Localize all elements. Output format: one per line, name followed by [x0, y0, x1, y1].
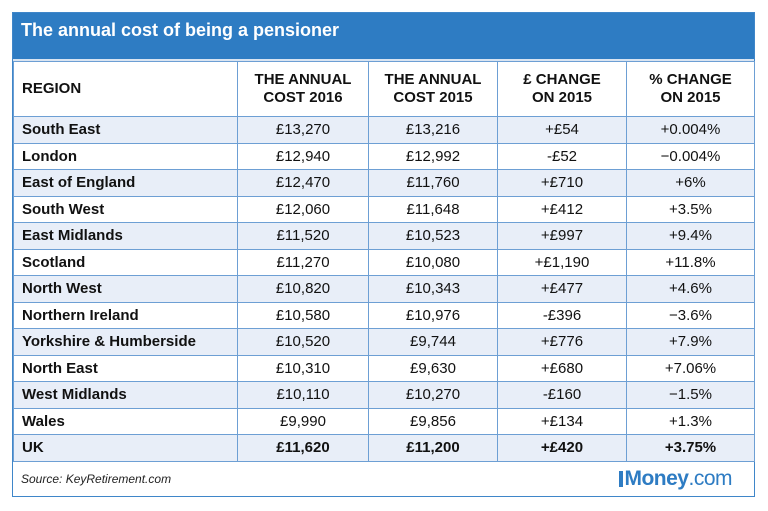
cell-cost2015: £11,200 [369, 435, 498, 462]
cell-change-gbp: +£1,190 [498, 249, 627, 276]
cell-cost2016: £11,270 [238, 249, 369, 276]
cell-region: Northern Ireland [14, 302, 238, 329]
cell-region: South East [14, 117, 238, 144]
cell-region: East Midlands [14, 223, 238, 250]
cell-region: North West [14, 276, 238, 303]
cell-region: UK [14, 435, 238, 462]
cell-cost2016: £10,520 [238, 329, 369, 356]
table-row [14, 302, 755, 329]
cell-cost2016: £13,270 [238, 117, 369, 144]
cell-cost2015: £12,992 [369, 143, 498, 170]
cell-change-gbp: +£134 [498, 408, 627, 435]
cell-region: East of England [14, 170, 238, 197]
cell-region: South West [14, 196, 238, 223]
table-row [14, 276, 755, 303]
pensioner-cost-table [13, 61, 755, 462]
cell-cost2016: £12,940 [238, 143, 369, 170]
header-row [14, 62, 755, 117]
cell-change-pct: +7.9% [627, 329, 755, 356]
cell-region: Yorkshire & Humberside [14, 329, 238, 356]
table-row [14, 170, 755, 197]
cell-change-pct: +0.004% [627, 117, 755, 144]
cell-change-gbp: +£997 [498, 223, 627, 250]
cell-change-pct: +6% [627, 170, 755, 197]
cell-cost2016: £10,820 [238, 276, 369, 303]
cell-cost2016: £9,990 [238, 408, 369, 435]
cell-cost2016: £12,470 [238, 170, 369, 197]
cell-change-pct: −0.004% [627, 143, 755, 170]
table-row [14, 223, 755, 250]
header-cost-2015: THE ANNUAL COST 2015 [369, 62, 498, 117]
cell-change-gbp: -£396 [498, 302, 627, 329]
header-change-pct: % CHANGE ON 2015 [627, 62, 755, 117]
cell-change-gbp: -£52 [498, 143, 627, 170]
cell-change-pct: +3.75% [627, 435, 755, 462]
cell-cost2015: £10,343 [369, 276, 498, 303]
cell-change-gbp: +£680 [498, 355, 627, 382]
cell-cost2015: £10,523 [369, 223, 498, 250]
table-row [14, 408, 755, 435]
cell-change-pct: +1.3% [627, 408, 755, 435]
cell-region: Wales [14, 408, 238, 435]
cell-change-pct: +4.6% [627, 276, 755, 303]
money-com-logo: Money.com [619, 467, 732, 491]
cell-change-gbp: +£54 [498, 117, 627, 144]
cell-change-pct: −3.6% [627, 302, 755, 329]
cell-cost2015: £10,976 [369, 302, 498, 329]
table-row [14, 329, 755, 356]
source-note: Source: KeyRetirement.com [21, 471, 172, 486]
header-region: REGION [14, 62, 238, 117]
cell-change-gbp: +£412 [498, 196, 627, 223]
cell-cost2015: £9,630 [369, 355, 498, 382]
cell-change-pct: −1.5% [627, 382, 755, 409]
table-row [14, 249, 755, 276]
cell-change-gbp: +£477 [498, 276, 627, 303]
cell-cost2016: £12,060 [238, 196, 369, 223]
cell-change-gbp: +£776 [498, 329, 627, 356]
cell-cost2015: £10,270 [369, 382, 498, 409]
table-row [14, 117, 755, 144]
cell-cost2015: £11,760 [369, 170, 498, 197]
cell-cost2016: £11,520 [238, 223, 369, 250]
table-row [14, 435, 755, 462]
cell-change-pct: +9.4% [627, 223, 755, 250]
cell-cost2015: £10,080 [369, 249, 498, 276]
cell-change-gbp: +£710 [498, 170, 627, 197]
cell-change-pct: +11.8% [627, 249, 755, 276]
cell-region: Scotland [14, 249, 238, 276]
cell-change-gbp: -£160 [498, 382, 627, 409]
cell-change-pct: +3.5% [627, 196, 755, 223]
cell-cost2015: £11,648 [369, 196, 498, 223]
table-row [14, 143, 755, 170]
cell-change-gbp: +£420 [498, 435, 627, 462]
logo-mark-icon [619, 471, 623, 487]
cell-cost2015: £13,216 [369, 117, 498, 144]
header-change-gbp: £ CHANGE ON 2015 [498, 62, 627, 117]
cell-cost2015: £9,856 [369, 408, 498, 435]
table-title: The annual cost of being a pensioner [13, 13, 754, 61]
header-cost-2016: THE ANNUAL COST 2016 [238, 62, 369, 117]
cell-region: North East [14, 355, 238, 382]
cell-region: West Midlands [14, 382, 238, 409]
cell-cost2016: £10,580 [238, 302, 369, 329]
table-row [14, 355, 755, 382]
table-card [12, 12, 755, 497]
cell-cost2016: £11,620 [238, 435, 369, 462]
cell-cost2016: £10,310 [238, 355, 369, 382]
cell-cost2015: £9,744 [369, 329, 498, 356]
cell-cost2016: £10,110 [238, 382, 369, 409]
cell-change-pct: +7.06% [627, 355, 755, 382]
table-footer [13, 462, 754, 496]
table-row [14, 196, 755, 223]
table-row [14, 382, 755, 409]
cell-region: London [14, 143, 238, 170]
